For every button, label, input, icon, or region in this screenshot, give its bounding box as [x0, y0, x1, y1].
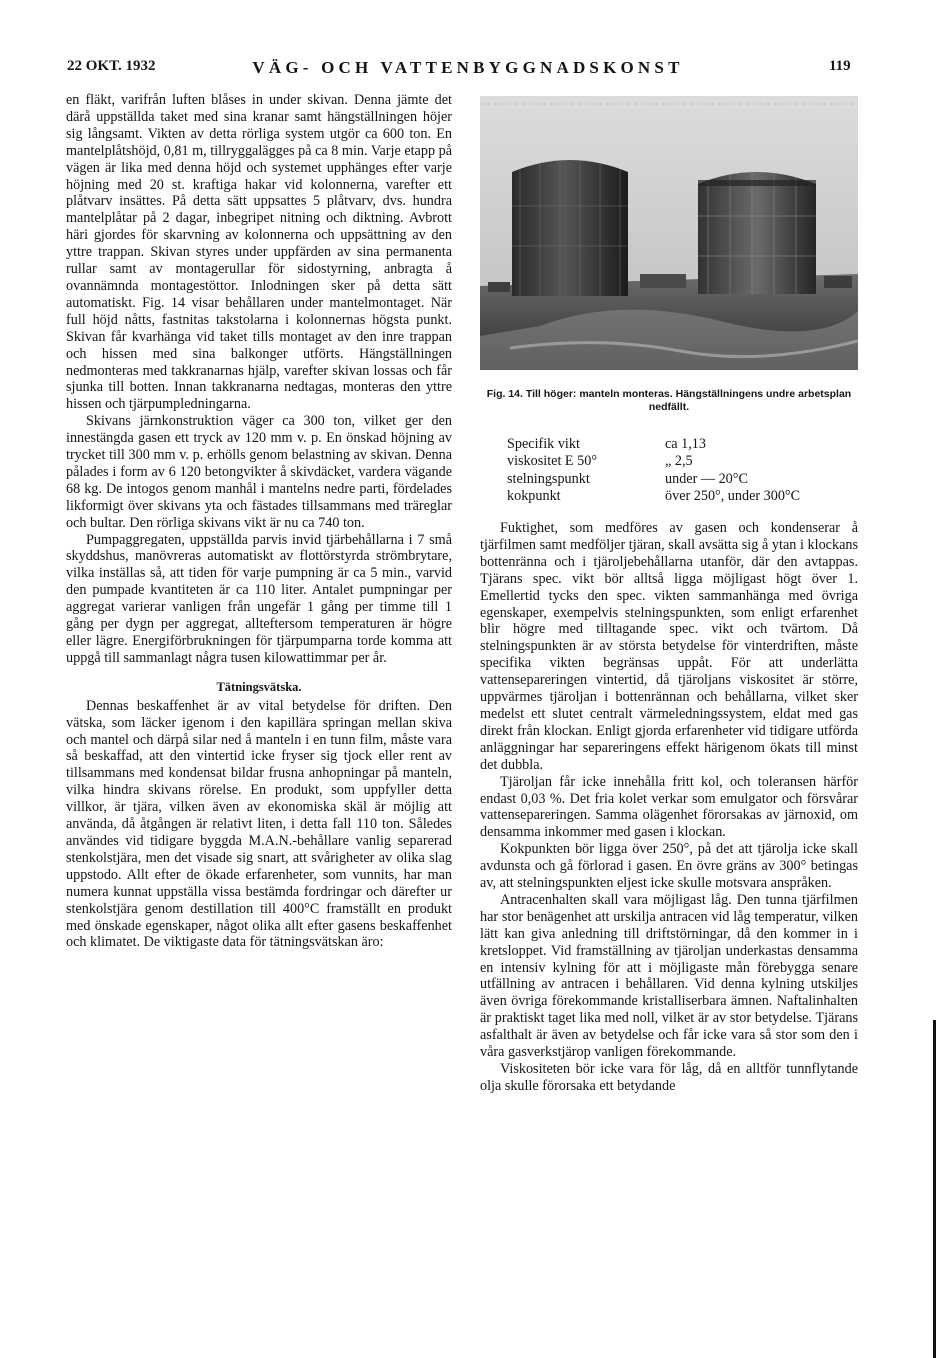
property-label: kokpunkt — [507, 487, 561, 504]
paragraph: en fläkt, varifrån luften blåses in under skivan. Denna jämte det därå uppställda taket med sina kranar samt hängställningen höjer sig långsamt. Vikten av detta rörliga system utgör ca 600 ton. En mantelplåtshöjd, 0,81 m, tillryggalägges på ca 8 min. Varje etapp på vägen är lika med denna höjd och systemet upphänges efter varje höjning med 20 st. kraftiga hakar vid kolonnerna, varefter ett plåtvarv insättes. På detta sätt uppsattes 5 plåtvarv, dvs. hundra mantelplåtar på 2 dagar, inbegripet nitning och diktning. Avbrott häri gjordes för skarvning av kolonnerna och uppsättning av den yttre trappan. Skivan styres under uppfärden av sina permanenta rullar samt av montagerullar för sidostyrning, anbragta å ovannämnda montagestöttor. Inlodningen sker på detta sätt automatiskt. Fig. 14 visar behållaren under mantelmontaget. När full höjd nåtts, fastnitas takstolarna i kolonnernas högsta punkt. Skivan får kvarhänga vid taket tills montaget av den inre trappan och hissen med sina balkonger utförts. Hängställningen nedmonteras med takkranarnas hjälp, varefter skivan lossas och får sjunka till botten. Innan takkranarna nedtagas, monteras den yttre hissen och tjärpumpledningarna. — [66, 92, 452, 413]
property-row — [507, 436, 867, 453]
paragraph: Viskositeten bör icke vara för låg, då en alltför tunnflytande olja skulle förorsaka ett betydande — [480, 1061, 858, 1094]
property-label: Specifik vikt — [507, 436, 580, 452]
property-label: viskositet E 50° — [507, 453, 598, 470]
paragraph: Antracenhalten skall vara möjligast låg. Den tunna tjärfilmen har stor benägenhet att urskilja antracen vid låg temperatur, vilken lätt kan giva anledning till driftstörningar, då den kommer in i kretsloppet. Vid framställning av tjäroljan underkastas densamma en intensiv kylning för att i möjligaste mån förebygga senare utfällning av antracen i behållaren. Vid denna kylning utskiljes även övriga förekommande kristalliserbara ämnen. Naftalinhalten är praktiskt taget lika med noll, vilket är av stor betydelse. Tjärans asfalthalt är även av betydelse och får icke vara så stor som den i våra gasverkstjärор vanligen förekommande. — [480, 891, 858, 1061]
property-row — [507, 453, 867, 470]
gas-holder-photo-icon — [480, 96, 858, 370]
page-header — [0, 58, 936, 82]
property-value: under — 20°C — [665, 470, 748, 487]
journal-title: VÄG- OCH VATTENBYGGNADSKONST — [252, 58, 684, 77]
property-value: ca 1,13 — [665, 436, 706, 452]
figure-caption: Fig. 14. Till höger: manteln monteras. Hängställningens undre arbetsplan nedfällt. — [486, 388, 852, 413]
paragraph: Skivans järnkonstruktion väger ca 300 ton, vilket ger den innestängda gasen ett tryck av 120 mm v. p. En önskad höjning av trycket till 300 mm v. p. erhölls genom belastning av skivan. Denna pålades i form av 6 120 betongvikter å skivdäcket, vardera vägande 68 kg. De intogos genom manhål i mantelns nedre parti, fördelades likformigt över skivans yta och fästades tillsammans med träreglar och bultar. Den rörliga skivans vikt är nu ca 740 ton. — [66, 413, 452, 531]
issue-date: 22 OKT. 1932 — [67, 58, 156, 74]
left-column — [66, 92, 452, 951]
paragraph: Fuktighet, som medföres av gasen och kondenserar å tjärfilmen samt medföljer tjäran, skall avsätta sig å ytan i klockans bottenränna och i tjäroljebehållarna utanför, där den avtappas. Tjärans spec. vikt bör alltså ligga möjligast högt över 1. Emellertid tycks den spec. vikten sammanhänga med övriga egenskaper, exempelvis stelningspunkten, som enligt erfarenhet blir högre med tilltagande spec. vikt och tvärtom. Då stelningspunkten är av största betydelse för vinterdriften, måste specifika vikten begränsas uppåt. För att underlätta vattensepareringen vintertid, då tjäroljans viskositet är större, uppvärmes tjäroljan i bottenrännan och behållarna, vilket sker medelst ett slutet centralt värmeledningssystem, eldat med gas direkt från klockan. Enligt gjorda erfarenheter vid tidigare utförda anläggningar har separeringens effekt härigenom ökats till minst det dubbla. — [480, 520, 858, 773]
section-heading: Tätningsvätska. — [216, 679, 302, 694]
paragraph: Dennas beskaffenhet är av vital betydelse för driften. Den vätska, som läcker igenom i den kapillära springan mellan skiva och mantel och därpå silar ned å manteln i en tunn film, måste vara så beskaffad, att den vintertid icke fryser sig tjock eller rent av tillsammans med kondensat bildar frusna anhopningar på manteln, vilka hindra skivans rörelse. En produkt, som uppfyller detta villkor, är tjära, vilken även av ekonomiska skäl är möjlig att använda, då åtgången är relativt liten, i detta fall 110 ton. Således användes vid tidigare byggda M.A.N.-behållare vanlig separerad stenkolstjära, men det visade sig snart, att svårigheter av olika slag uppstodo. Allt efter de ökade erfarenheter, som vunnits, har man numera kunnat uppställa vissa bestämda fordringar och därefter ur stenkolstjära genom destillation till 400°C framställt en produkt med önskade egenskaper, något olika allt efter gasens beskaffenhet och klimatet. De viktigaste data för tätningsvätskan äro: — [66, 697, 452, 951]
property-value: över 250°, under 300°C — [665, 487, 801, 504]
paragraph: Kokpunkten bör ligga över 250°, på det att tjärolja icke skall avdunsta och gå förlorad i gasen. En övre gräns av 300° betingas av, att stelningspunkten eljest icke skulle motsvara anspråken. — [480, 841, 858, 892]
property-row — [507, 488, 867, 505]
paragraph: Pumpaggregaten, uppställda parvis invid tjärbehållarna i 7 små skyddshus, manövreras automatiskt av flottörstyrda strömbrytare, vilka inställas så, att tiden för varje pumpning är ca 5 min., varvid den pumpade kvantiteten är ca 110 liter. Antalet pumpningar per aggregat varierar vanligen från ungefär 1 gång per timme till 1 gång per dygn per aggregat, allteftersom temperaturen är högre eller lägre. Energiförbrukningen för tjärpumparna torde komma att uppgå till sammanlagt några tusen kilowattimmar per år. — [66, 531, 452, 666]
property-value: „ 2,5 — [665, 453, 693, 470]
property-label: stelningspunkt — [507, 470, 590, 487]
property-row — [507, 471, 867, 488]
page-number: 119 — [829, 58, 851, 74]
right-column — [480, 520, 858, 1095]
paragraph: Tjäroljan får icke innehålla fritt kol, och toleransen härför endast 0,03 %. Det fria kolet verkar som emulgator och försvårar vattensepareringen. Samma olägenhet förorsakas av järnoxid, om densamma inkommer med gasen i klockan. — [480, 773, 858, 841]
figure-photo — [480, 96, 858, 370]
properties-table — [507, 436, 867, 505]
